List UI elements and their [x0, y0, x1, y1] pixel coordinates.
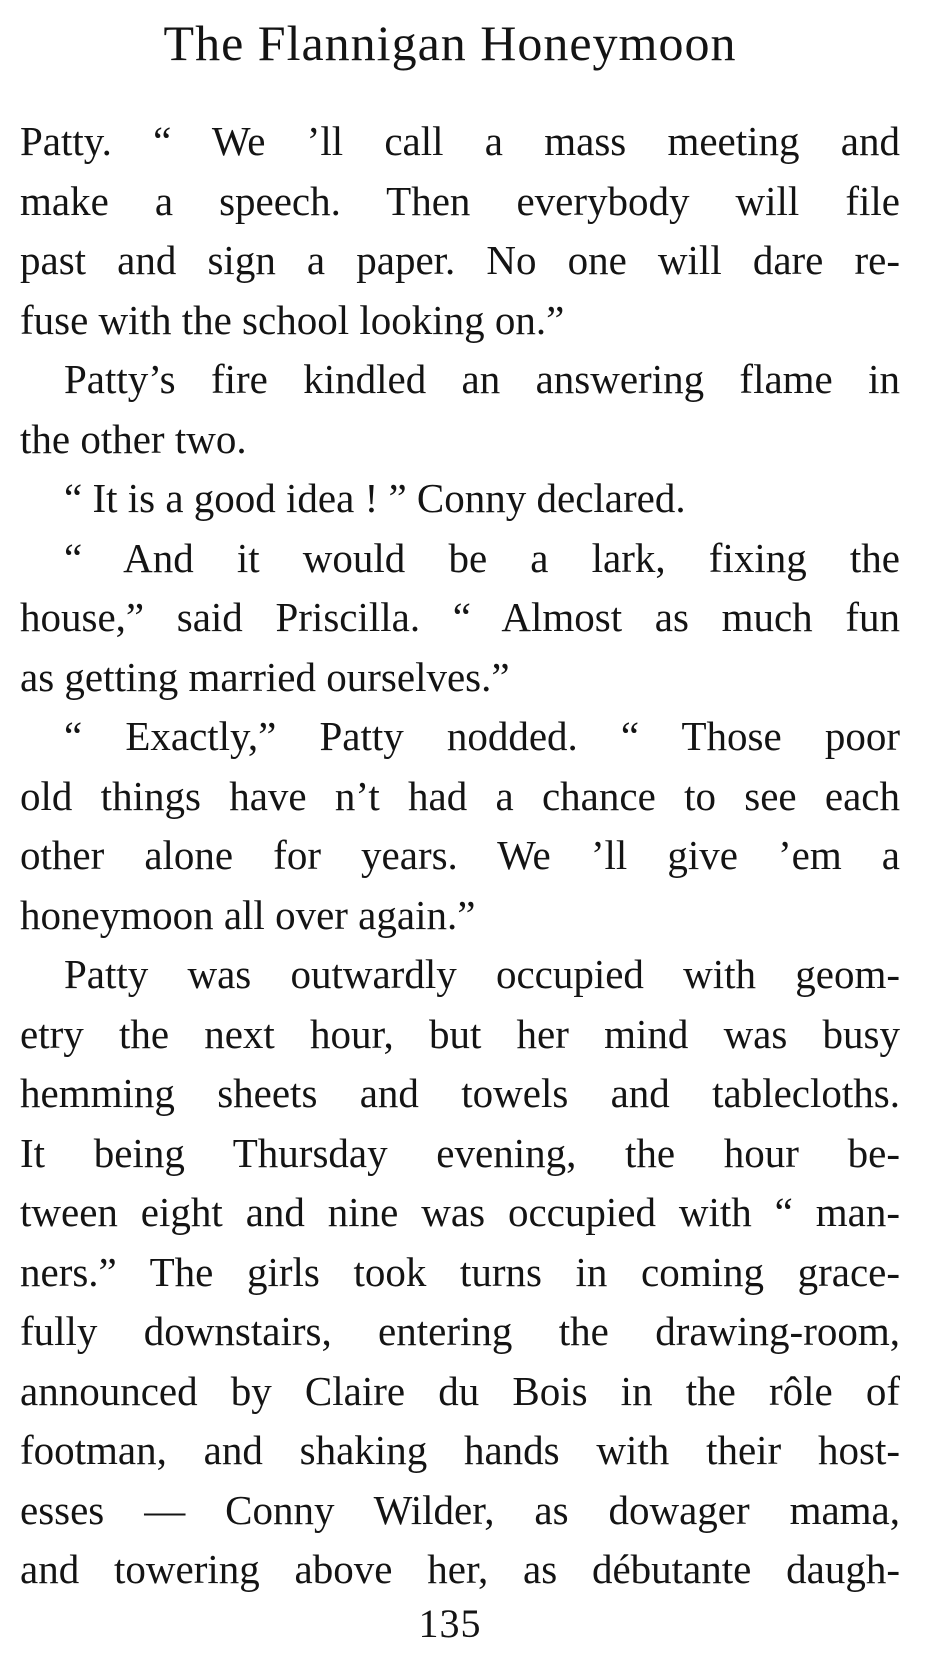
text-line: announced by Claire du Bois in the rôle of	[20, 1367, 900, 1414]
text-line: footman, and shaking hands with their host-	[20, 1427, 900, 1473]
text-line: as getting married ourselves.”	[20, 653, 510, 700]
text-line: etry the next hour, but her mind was busy	[20, 1010, 900, 1057]
text-line: esses — Conny Wilder, as dowager mama,	[20, 1486, 900, 1533]
text-line: It being Thursday evening, the hour be-	[20, 1129, 900, 1176]
page-number: 135	[418, 1601, 482, 1646]
text-line: Patty was outwardly occupied with geom-	[64, 951, 900, 997]
text-line: old things have n’t had a chance to see each	[20, 772, 900, 819]
text-line: house,” said Priscilla. “ Almost as much fun	[20, 594, 900, 640]
text-line: tween eight and nine was occupied with “ man-	[20, 1189, 900, 1235]
text-line: “ Exactly,” Patty nodded. “ Those poor	[64, 713, 900, 759]
text-line: fuse with the school looking on.”	[20, 296, 565, 343]
text-line: and towering above her, as débutante daugh-	[20, 1546, 900, 1592]
text-line: Patty’s fire kindled an answering flame in	[64, 356, 900, 402]
text-line: the other two.	[20, 415, 247, 462]
text-line: other alone for years. We ’ll give ’em a	[20, 832, 900, 878]
text-line: ners.” The girls took turns in coming grace-	[20, 1248, 900, 1295]
body-text	[20, 112, 900, 1600]
text-line: hemming sheets and towels and tablecloths.	[20, 1070, 900, 1116]
text-line: past and sign a paper. No one will dare re-	[20, 237, 900, 283]
running-head: The Flannigan Honeymoon	[163, 15, 737, 71]
text-line: “ And it would be a lark, fixing the	[64, 534, 900, 581]
text-line: make a speech. Then everybody will file	[20, 177, 900, 224]
text-line: fully downstairs, entering the drawing-room,	[20, 1308, 900, 1354]
text-line: “ It is a good idea ! ” Conny declared.	[64, 475, 686, 521]
text-line: honeymoon all over again.”	[20, 891, 476, 938]
text-line: Patty. “ We ’ll call a mass meeting and	[20, 118, 900, 164]
